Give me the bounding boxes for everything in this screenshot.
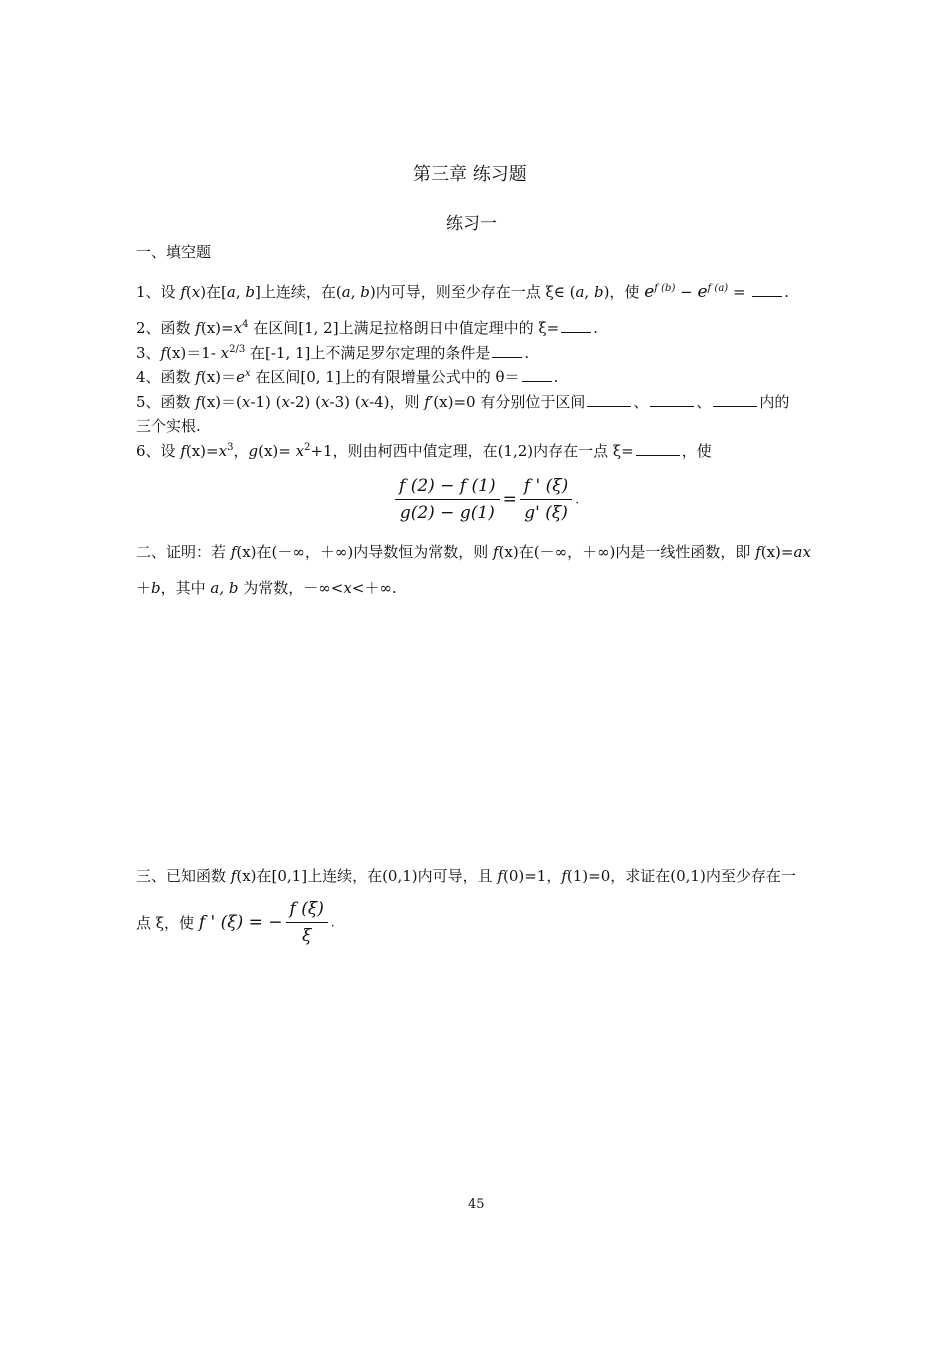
section3-fraction: $\frac{f (\xi)}{\xi}$: [286, 898, 328, 947]
answer-blank: [492, 343, 522, 358]
question-5: 5、函数 f(x)＝(x-1) (x-2) (x-3) (x-4)，则 f′(x)=0 有分别位于区间 、 、 内的: [136, 393, 790, 411]
question-5-line-2: 三个实根.: [136, 417, 201, 435]
section2-line-1: 二、证明：若 f(x)在(－∞，＋∞)内导数恒为常数，则 f(x)在(－∞，＋∞)内是一线性函数，即 f(x)=ax: [136, 543, 811, 561]
answer-blank: [636, 441, 680, 456]
section3-line-1: 三、已知函数 f(x)在[0,1]上连续，在(0,1)内可导，且 f(0)=1，f(1)=0，求证在(0,1)内至少存在一: [136, 867, 796, 885]
page-number: 45: [468, 1197, 485, 1212]
section3-line-2: 点 ξ，使 f ' (ξ) = − $\frac{f (\xi)}{\xi}$ .: [136, 899, 335, 946]
section2-line-2: ＋b，其中 a, b 为常数，－∞<x<＋∞.: [136, 579, 397, 597]
answer-blank: [752, 282, 782, 297]
question-4: 4、函数 $f(x)=e^x$ 在区间[0, 1]上的有限增量公式中的 θ＝ .: [136, 368, 559, 386]
formula-fraction-left: $\frac{f (2) - f (1)}{g(2) - g(1)}$: [395, 475, 500, 524]
answer-blank: [522, 367, 552, 382]
question-2: 2、函数 $f(x)=x^4$ 在区间[1, 2]上满足拉格朗日中值定理中的 ξ= .: [136, 319, 598, 337]
cauchy-formula: $\frac{f (2) - f (1)}{g(2) - g(1)}$ = $\frac{f ' (\xi)}{g' (\xi)}$ .: [392, 475, 579, 524]
formula-fraction-right: $\frac{f ' (\xi)}{g' (\xi)}$: [520, 475, 572, 524]
chapter-title: 第三章 练习题: [413, 164, 527, 185]
question-3: 3、f(x)＝1- $x^{2/3}$ 在[-1, 1]上不满足罗尔定理的条件是 .: [136, 344, 530, 362]
answer-blank: [561, 318, 591, 333]
answer-blank: [587, 392, 631, 407]
answer-blank: [713, 392, 757, 407]
exercise-title: 练习一: [446, 214, 497, 234]
answer-blank: [650, 392, 694, 407]
question-1: 1、设 f(x)在[a, b]上连续，在(a, b)内可导，则至少存在一点 ξ∈ (a, b)，使 $e^{f (b)} - e^{f (a)}$ = .: [136, 282, 790, 302]
section1-heading: 一、填空题: [136, 243, 212, 261]
question-6: 6、设 $f(x)=x^3$，$g(x)= x^2+1$，则由柯西中值定理，在(1,2)内存在一点 ξ= ，使: [136, 442, 712, 460]
